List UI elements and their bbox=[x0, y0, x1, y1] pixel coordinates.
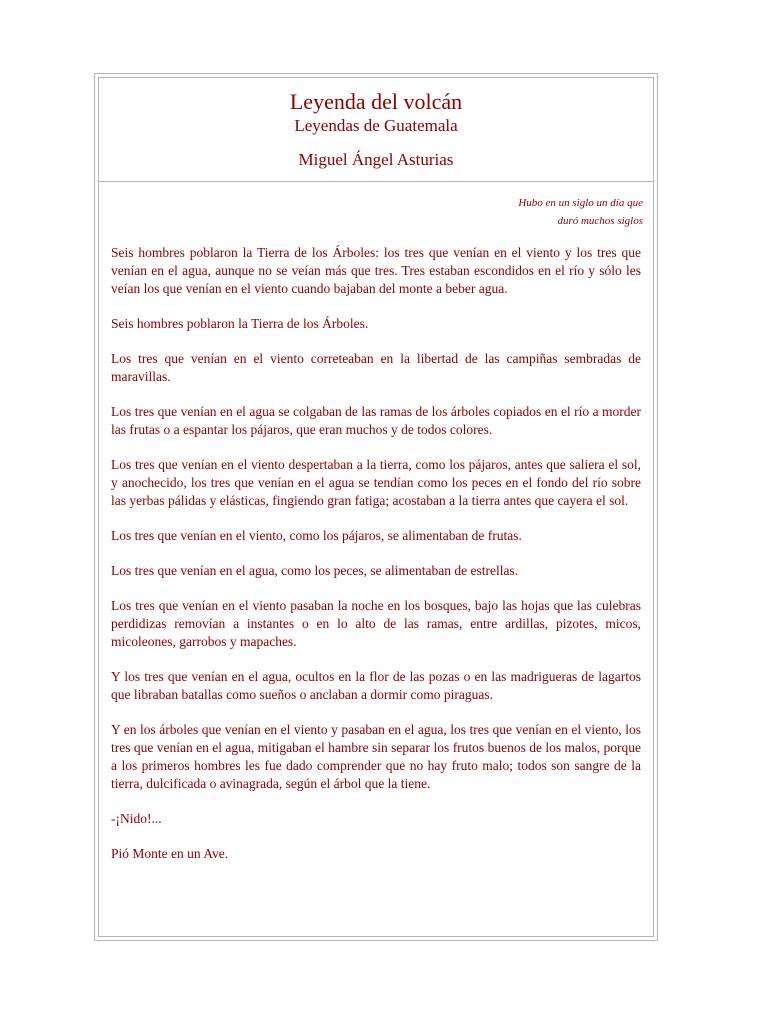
epigraph-line: Hubo en un siglo un día que bbox=[518, 197, 643, 209]
paragraph: Los tres que venían en el viento correteaban en la libertad de las campiñas sembradas de maravillas. bbox=[111, 351, 641, 384]
paragraph: Los tres que venían en el agua se colgaban de las ramas de los árboles copiados en el río a morder las frutas o a espantar los pájaros, que eran muchos y de todos colores. bbox=[111, 404, 641, 437]
document-inner-frame bbox=[98, 77, 654, 937]
paragraph: Los tres que venían en el viento, como los pájaros, se alimentaban de frutas. bbox=[111, 528, 522, 543]
paragraph: Y los tres que venían en el agua, ocultos en la flor de las pozas o en las madrigueras de lagartos que libraban batallas como sueños o anclaban a dormir como piraguas. bbox=[111, 669, 641, 702]
document-frame bbox=[94, 73, 658, 941]
paragraph: Seis hombres poblaron la Tierra de los Árboles. bbox=[111, 316, 369, 331]
story-text bbox=[111, 244, 641, 880]
document-header bbox=[99, 78, 653, 182]
book-subtitle: Leyendas de Guatemala bbox=[294, 116, 458, 135]
paragraph: Los tres que venían en el agua, como los peces, se alimentaban de estrellas. bbox=[111, 563, 519, 578]
epigraph-line: duró muchos siglos bbox=[557, 215, 643, 227]
epigraph bbox=[383, 194, 643, 230]
paragraph: Y en los árboles que venían en el viento y pasaban en el agua, los tres que venían en el viento, los tres que venían en el agua, mitigaban el hambre sin separar los frutos buenos de los malos, porque a los primeros hombres les fue dado comprender que no hay fruto malo; todos son sangre de la tierra, dulcificada o avinagrada, según el árbol que la tiene. bbox=[111, 722, 641, 791]
document-body bbox=[99, 182, 653, 936]
paragraph: Pió Monte en un Ave. bbox=[111, 846, 229, 861]
paragraph: Los tres que venían en el viento despertaban a la tierra, como los pájaros, antes que saliera el sol, y anochecido, los tres que venían en el agua se tendían como los peces en el fondo del río sobre las yerbas pálidas y elásticas, fingiendo gran fatiga; acostaban a la tierra antes que cayera el sol. bbox=[111, 457, 641, 508]
page-title: Leyenda del volcán bbox=[289, 89, 463, 114]
author-name: Miguel Ángel Asturias bbox=[298, 150, 454, 169]
paragraph: Los tres que venían en el viento pasaban la noche en los bosques, bajo las hojas que las culebras perdidizas removían a instantes o en lo alto de las ramas, entre ardillas, pizotes, micos, micoleones, garrobos y mapaches. bbox=[111, 598, 641, 649]
paragraph: Seis hombres poblaron la Tierra de los Árboles: los tres que venían en el viento y los tres que venían en el agua, aunque no se veían más que tres. Tres estaban escondidos en el río y sólo les veían los que venían en el viento cuando bajaban del monte a beber agua. bbox=[111, 245, 641, 296]
paragraph: -¡Nido!... bbox=[111, 811, 162, 826]
